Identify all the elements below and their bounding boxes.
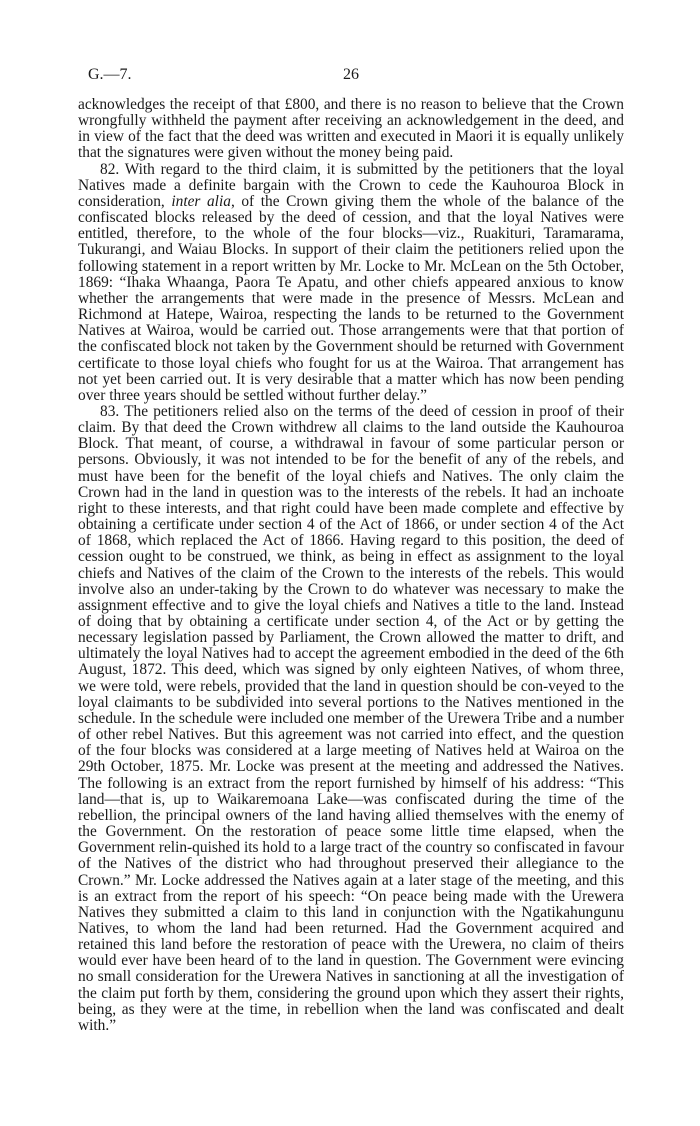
paragraph-text: 83. The petitioners relied also on the terms of the deed of cession in proof of their claim. By that deed the Crown withdrew all claims to the land outside the Kauhouroa Block. That meant, of course, a withdrawal in favour of some particular person or persons. Obviously, it was not intended to be for the benefit of any of the rebels, and must have been for the benefit of the loyal chiefs and Natives. The only claim the Crown had in the land in question was to the interests of the rebels. It had an inchoate right to these interests, and that right could have been made complete and effective by obtaining a certificate under section 4 of the Act of 1866, or under section 4 of the Act of 1868, which replaced the Act of 1866. Having regard to this position, the deed of cession ought to be construed, we think, as being in effect as assignment to the loyal chiefs and Natives of the claim of the Crown to the interests of the rebels. This would involve also an under-taking by the Crown to do whatever was necessary to make the assignment effective and to give the loyal chiefs and Natives a title to the land. Instead of doing that by obtaining a certificate under section 4, of the Act or by getting the necessary legislation passed by Parliament, the Crown allowed the matter to drift, and ultimately the loyal Natives had to accept the agreement embodied in the deed of the 6th August, 1872. This deed, which was signed by only eighteen Natives, of whom three, we were told, were rebels, provided that the land in question should be con-veyed to the loyal claimants to be subdivided into several portions to the Natives mentioned in the schedule. In the schedule were included one member of the Urewera Tribe and a number of other rebel Natives. But this agreement was not carried into effect, and the question of the four blocks was considered at a large meeting of Natives held at Wairoa on the 29th October, 1875. Mr. Locke was present at the meeting and addressed the Natives. The following is an extract from the report furnished by himself of his address: “This land—that is, up to Waikaremoana Lake—was confiscated during the time of the rebellion, the principal owners of the land having allied themselves with the enemy of the Government. On the restoration of peace some little time elapsed, when the Government relin-quished its hold to a large tract of the country so confiscated in favour of the Natives of the district who had throughout preserved their allegiance to the Crown.” Mr. Locke addressed the Natives again at a later stage of the meeting, and this is an extract from the report of his speech: “On peace being made with the Urewera Natives they submitted a claim to this land in conjunction with the Ngatikahungunu Natives, to whom the land had been returned. Had the Government acquired and retained this land before the restoration of peace with the Urewera, no claim of theirs would ever have been heard of to the land in question. The Government were evincing no small consideration for the Urewera Natives in sanctioning at all the investigation of the claim put forth by them, considering the ground upon which they assert their rights, being, as they were at the time, in rebellion when the land was confiscated and dealt with.” <box>78 402 624 1034</box>
paragraph-continued <box>78 97 624 162</box>
latin-phrase: inter alia <box>171 192 231 210</box>
page-number: 26 <box>343 66 359 83</box>
body-text <box>78 97 624 1034</box>
document-reference: G.—7. <box>88 66 132 83</box>
paragraph-text: , of the Crown giving them the whole of the balance of the confiscated blocks released by the deed of cession, and that the loyal Natives were entitled, therefore, to the whole of the four blocks—viz., Ruakituri, Taramarama, Tukurangi, and Waiau Blocks. In support of their claim the petitioners relied upon the following statement in a report written by Mr. Locke to Mr. McLean on the 5th October, 1869: “Ihaka Whaanga, Paora Te Apatu, and other chiefs appeared anxious to know whether the arrangements that were made in the presence of Messrs. McLean and Richmond at Hatepe, Wairoa, respecting the lands to be returned to the Government Natives at Wairoa, would be carried out. Those arrangements were that that portion of the confiscated block not taken by the Government should be returned with Government certificate to those loyal chiefs who fought for us at the Wairoa. That arrangement has not yet been carried out. It is very desirable that a matter which has now been pending over three years should be settled without further delay.” <box>78 192 624 404</box>
paragraph-82 <box>78 162 624 404</box>
paragraph-text: acknowledges the receipt of that £800, and there is no reason to believe that the Crown wrongfully withheld the payment after receiving an acknowledgement in the deed, and in view of the fact that the deed was written and executed in Maori it is equally unlikely that the signatures were given without the money being paid. <box>78 96 624 162</box>
running-header <box>78 66 624 88</box>
paragraph-83 <box>78 404 624 1034</box>
paragraph-text: 82. With regard to the third claim, it is submitted by the petitioners that the loyal Natives made a definite bargain with the Crown to cede the Kauhouroa Block in consideration, <box>78 160 624 210</box>
